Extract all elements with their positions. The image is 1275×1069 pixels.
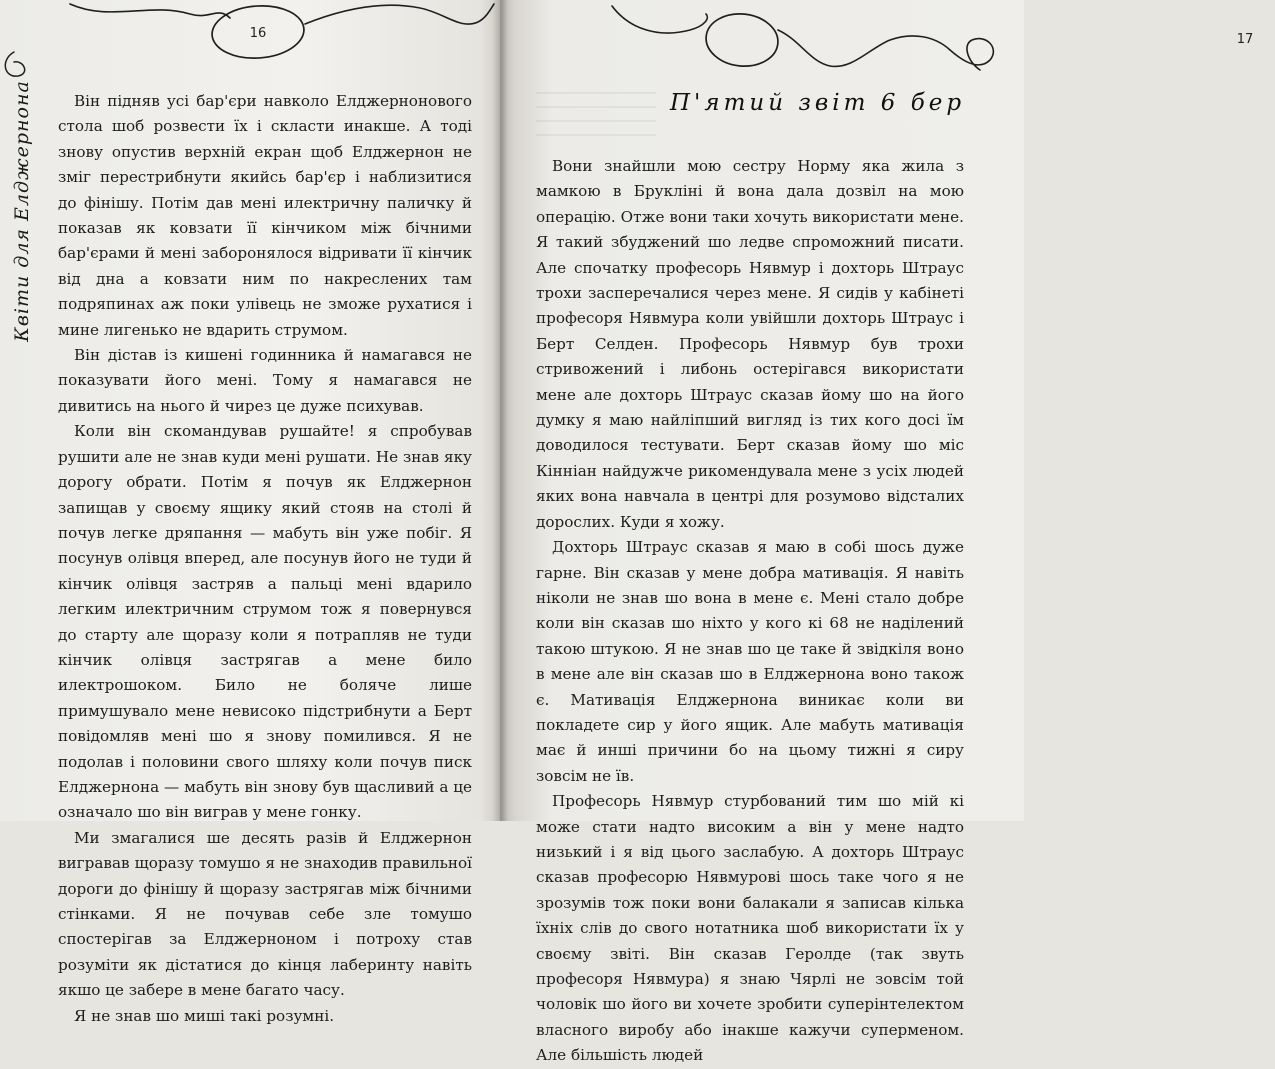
paragraph: Дохторь Штраус сказав я маю в собі шось дуже гарне. Він сказав у мене добра мативація. Я навіть ніколи не знав шо вона в мене є. Мені стало добре коли він сказав шо ніхто у кого кі 68 не наділений такою штукою. Я не знав шо це таке й звідкіля воно в мене але він сказав шо в Елджернона воно також є. Мативація Елджернона виникає коли ви покладете сир у його ящик. Але мабуть мативація має й инші причини бо на цьому тижні я сиру зовсім не їв. — [536, 538, 964, 785]
paragraph: Професорь Нявмур стурбований тим шо мій кі може стати надто високим а він у мене надто низький і я від цього заслабую. А дохторь Штраус сказав професорю Нявмурові шось таке чого я не зрозумів тож поки вони балакали я записав кілька їхніх слів до свого нотатника шоб використати їх у своєму звіті. Він сказав Геролде (так звуть професоря Нявмура) я знаю Чярлі не зовсім той чоловік шо його ви хочете зробити суперінтелектом власного виробу або інакше кажучи суперменом. Але більшість людей — [536, 792, 964, 1065]
chapter-title: П'ятий звіт 6 бер — [670, 90, 966, 116]
paragraph: Вони знайшли мою сестру Норму яка жила з мамкою в Брукліні й вона дала дозвіл на мою операцію. Отже вони таки хочуть використати мене. Я такий збуджений шо ледве спроможний писати. Але спочатку професорь Нявмур і дохторь Штраус трохи засперечалися через мене. Я сидів у кабінеті професоря Нявмура коли увійшли дохторь Штраус і Берт Селден. Професорь Нявмур був трохи стривожений і либонь остерігався використати мене але дохторь Штраус сказав йому шо на його думку я маю найліпший вигляд із тих кого досі їм доводилося тестувати. Берт сказав йому шо міс Кінніан найдужче рикомендувала мене з усіх людей яких вона навчала в центрі для розумово відсталих дорослих. Куди я хожу. — [536, 157, 964, 531]
paragraph: Він підняв усі бар'єри навколо Елджернонового стола шоб розвести їх і скласти инакше. А тоді знову опустив верхній екран щоб Елджернон не зміг перестрибнути якийсь бар'єр і наблизитися до фінішу. Потім дав мені илектричну паличку й показав як ковзати її кінчиком між бічними бар'єрами й мені заборонялося відривати її кінчик від дна а ковзати ним по накреслених там подряпинах аж поки улівець не зможе рухатися і мине лигенько не вдарить струмом. — [58, 92, 472, 339]
page-number-right: 17 — [1236, 32, 1254, 47]
book-gutter — [492, 0, 508, 821]
right-page-text — [536, 154, 964, 1069]
page-number-left: 16 — [249, 26, 267, 41]
running-title-vertical: Квіти для Елджернона — [11, 80, 33, 342]
paragraph: Я не знав шо миші такі розумні. — [74, 1006, 335, 1025]
paragraph: Він дістав із кишені годинника й намагався не показувати його мені. Тому я намагався не дивитись на нього й чирез це дуже психував. — [58, 346, 472, 415]
left-page — [0, 0, 500, 1025]
paragraph: Ми змагалися ше десять разів й Елджернон вигравав щоразу томушо я не знаходив правильної дороги до фінішу й щоразу застрягав між бічними стінками. Я не почував себе зле томушо спостерігав за Елджерноном і потроху став розуміти як дістатися до кінця лаберинту навіть якшо це забере в мене багато часу. — [58, 828, 472, 1000]
left-page-text — [58, 89, 472, 1029]
paragraph: Коли він скомандував рушайте! я спробував рушити але не знав куди мені рушати. Не знав яку дорогу обрати. Потім я почув як Елджернон запищав у своєму ящику який стояв на столі й почув легке дряпання — мабуть він уже побіг. Я посунув олівця вперед, але посунув його не туди й кінчик олівця застряв а пальці мені вдарило легким илектричним струмом тож я повернувся до старту але щоразу коли я потрапляв не туди кінчик олівця застрягав а мене било илектрошоком. Било не боляче лише примушувало мене невисоко підстрибнути а Берт повідомляв мені шо я знову помилився. Я не подолав і половини свого шляху коли почув писк Елджернона — мабуть він знову був щасливий а це означало шо він виграв у мене гонку. — [58, 422, 472, 822]
show-through-text — [536, 92, 656, 142]
